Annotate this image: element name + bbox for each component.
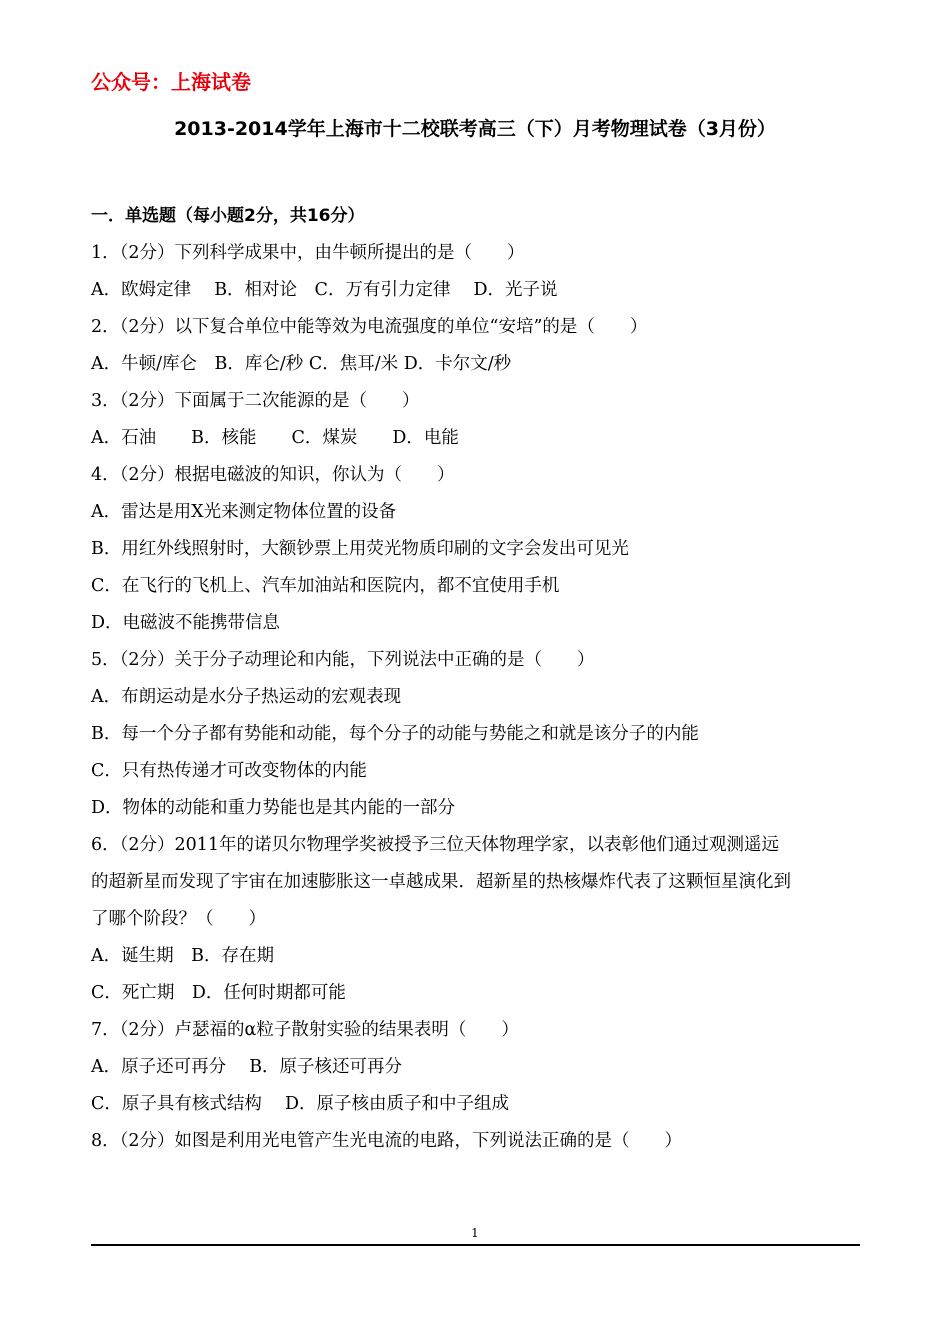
- question-5-option-b: B．每一个分子都有势能和动能，每个分子的动能与势能之和就是该分子的内能: [91, 724, 699, 744]
- question-6-line-2: 的超新星而发现了宇宙在加速膨胀这一卓越成果．超新星的热核爆炸代表了这颗恒星演化到: [91, 872, 791, 892]
- question-6-options-cd: C．死亡期 D．任何时期都可能: [91, 983, 346, 1003]
- question-2: 2．（2分）以下复合单位中能等效为电流强度的单位“安培”的是（ ）: [91, 317, 648, 337]
- page-title: 2013-2014学年上海市十二校联考高三（下）月考物理试卷（3月份）: [174, 118, 776, 140]
- page-number: 1: [471, 1226, 479, 1240]
- question-5-option-c: C．只有热传递才可改变物体的内能: [91, 761, 367, 781]
- question-7-options-ab: A．原子还可再分 B．原子核还可再分: [91, 1057, 403, 1077]
- question-4-option-b: B．用红外线照射时，大额钞票上用荧光物质印刷的文字会发出可见光: [91, 539, 629, 559]
- question-6-options-ab: A．诞生期 B．存在期: [91, 946, 274, 966]
- question-5-option-a: A．布朗运动是水分子热运动的宏观表现: [91, 687, 402, 707]
- question-4-option-d: D．电磁波不能携带信息: [91, 613, 281, 633]
- question-5-option-d: D．物体的动能和重力势能也是其内能的一部分: [91, 798, 456, 818]
- question-7-options-cd: C．原子具有核式结构 D．原子核由质子和中子组成: [91, 1094, 509, 1114]
- brand-label: 公众号：上海试卷: [91, 70, 251, 94]
- question-3-options: A．石油 B．核能 C．煤炭 D．电能: [91, 428, 459, 448]
- question-2-options: A．牛顿/库仑 B．库仑/秒 C．焦耳/米 D．卡尔文/秒: [91, 354, 512, 374]
- question-4: 4．（2分）根据电磁波的知识，你认为（ ）: [91, 465, 455, 485]
- question-1: 1．（2分）下列科学成果中，由牛顿所提出的是（ ）: [91, 243, 525, 263]
- question-3: 3．（2分）下面属于二次能源的是（ ）: [91, 391, 420, 411]
- question-1-options: A．欧姆定律 B．相对论 C．万有引力定律 D．光子说: [91, 280, 558, 300]
- question-4-option-c: C．在飞行的飞机上、汽车加油站和医院内，都不宜使用手机: [91, 576, 560, 596]
- exam-body: [91, 198, 861, 1160]
- question-8: 8．（2分）如图是利用光电管产生光电流的电路，下列说法正确的是（ ）: [91, 1131, 683, 1151]
- section-heading: 一．单选题（每小题2分，共16分）: [91, 206, 365, 226]
- question-6-line-3: 了哪个阶段？（ ）: [91, 909, 266, 929]
- footer-divider: [91, 1244, 860, 1246]
- question-5: 5．（2分）关于分子动理论和内能，下列说法中正确的是（ ）: [91, 650, 595, 670]
- question-7: 7．（2分）卢瑟福的α粒子散射实验的结果表明（ ）: [91, 1020, 519, 1040]
- question-4-option-a: A．雷达是用X光来测定物体位置的设备: [91, 502, 397, 522]
- question-6-line-1: 6．（2分）2011年的诺贝尔物理学奖被授予三位天体物理学家，以表彰他们通过观测遥远: [91, 835, 780, 855]
